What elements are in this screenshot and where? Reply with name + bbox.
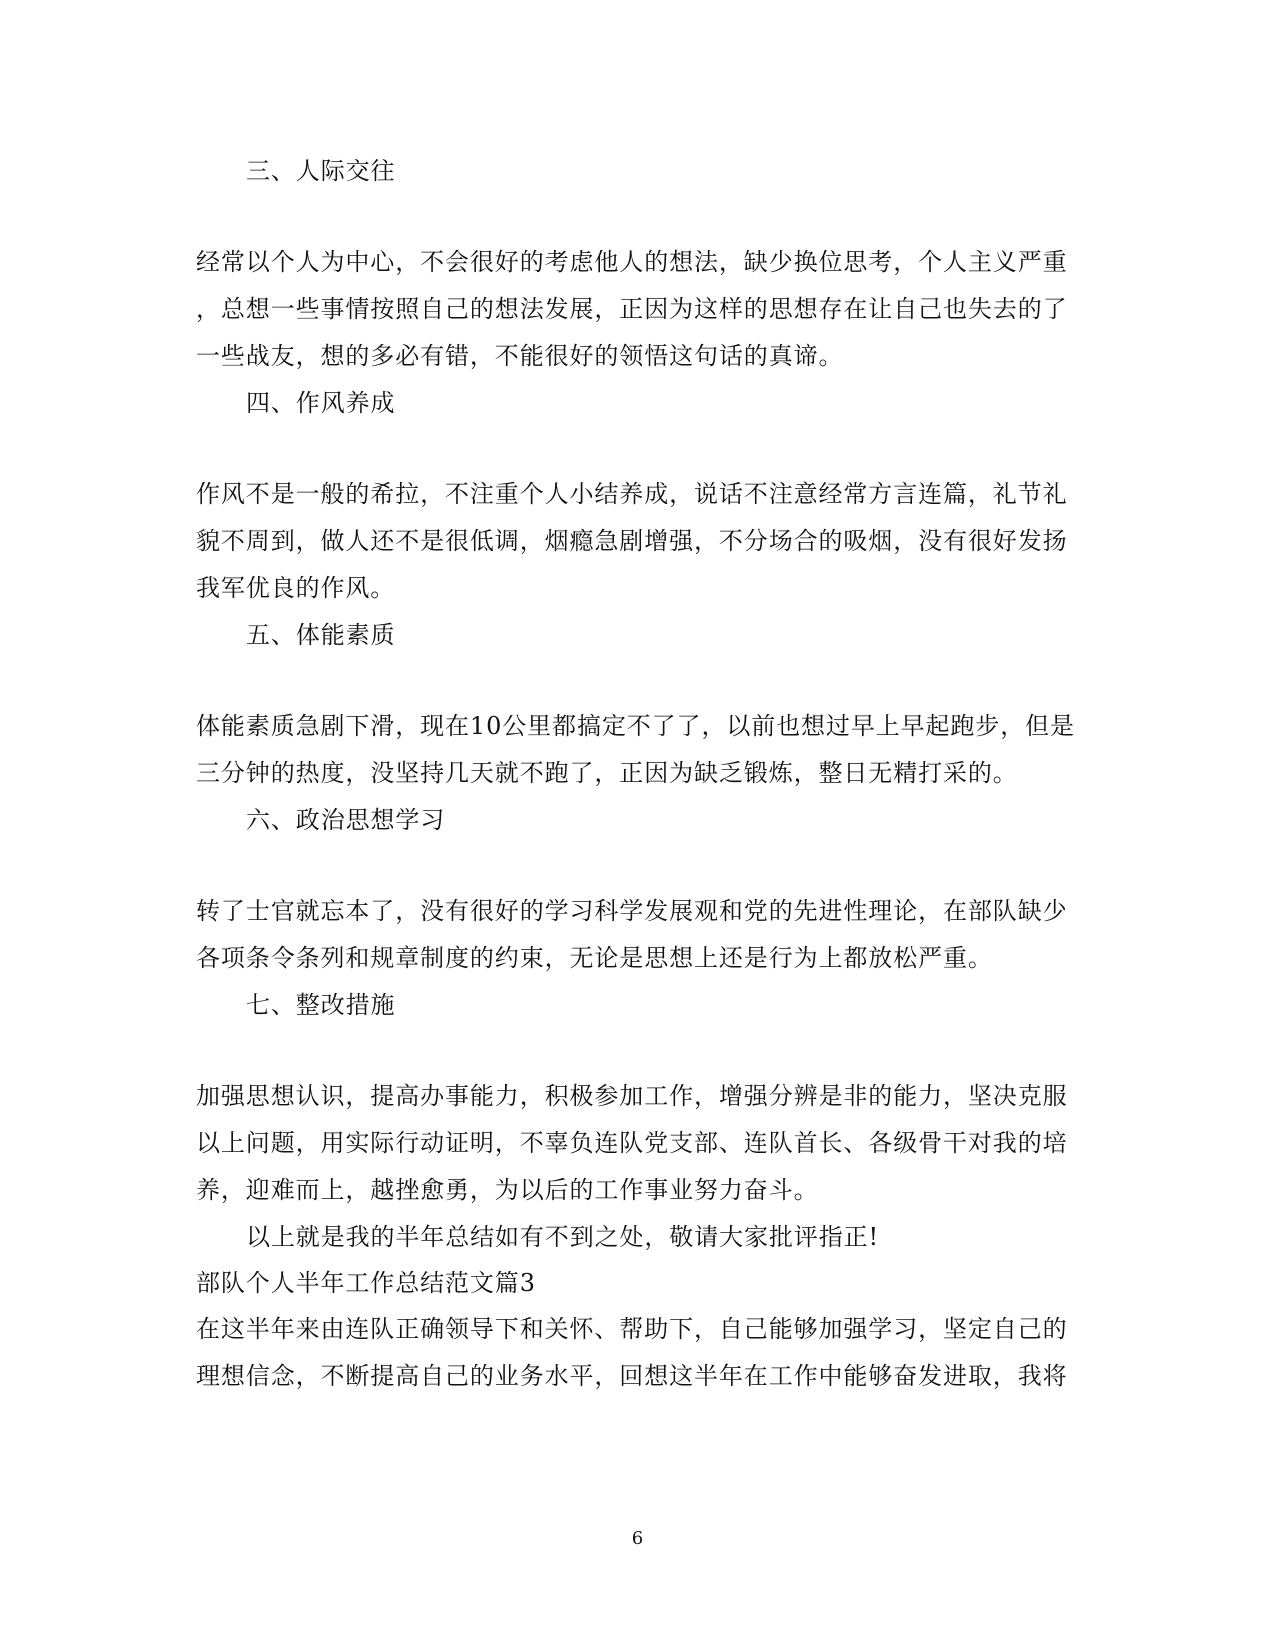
paragraph-line: ，总想一些事情按照自己的想法发展，正因为这样的思想存在让自己也失去的了 (196, 295, 1068, 323)
section-heading-rectification: 七、整改措施 (246, 991, 396, 1019)
paragraph-line: 在这半年来由连队正确领导下和关怀、帮助下，自己能够加强学习，坚定自己的 (196, 1315, 1068, 1343)
paragraph-line: 养，迎难而上，越挫愈勇，为以后的工作事业努力奋斗。 (196, 1176, 819, 1204)
section-heading-political-study: 六、政治思想学习 (246, 806, 446, 834)
paragraph-line: 我军优良的作风。 (196, 574, 396, 602)
paragraph-line: 貌不周到，做人还不是很低调，烟瘾急剧增强，不分场合的吸烟，没有很好发扬 (196, 527, 1068, 555)
paragraph-line: 作风不是一般的希拉，不注重个人小结养成，说话不注意经常方言连篇，礼节礼 (196, 480, 1068, 508)
paragraph-line: 体能素质急剧下滑，现在10公里都搞定不了了，以前也想过早上早起跑步，但是 (196, 712, 1075, 740)
paragraph-line: 理想信念，不断提高自己的业务水平，回想这半年在工作中能够奋发进取，我将 (196, 1362, 1068, 1390)
section-heading-fitness: 五、体能素质 (246, 621, 396, 649)
paragraph-line: 各项条令条列和规章制度的约束，无论是思想上还是行为上都放松严重。 (196, 944, 993, 972)
paragraph-line: 转了士官就忘本了，没有很好的学习科学发展观和党的先进性理论，在部队缺少 (196, 897, 1068, 925)
paragraph-line: 加强思想认识，提高办事能力，积极参加工作，增强分辨是非的能力，坚决克服 (196, 1082, 1068, 1110)
page-number: 6 (631, 1528, 644, 1549)
paragraph-line: 以上问题，用实际行动证明，不辜负连队党支部、连队首长、各级骨干对我的培 (196, 1129, 1068, 1157)
article-title: 部队个人半年工作总结范文篇3 (196, 1269, 536, 1297)
closing-line: 以上就是我的半年总结如有不到之处，敬请大家批评指正! (246, 1223, 880, 1251)
paragraph-line: 三分钟的热度，没坚持几天就不跑了，正因为缺乏锻炼，整日无精打采的。 (196, 759, 1018, 787)
paragraph-line: 一些战友，想的多必有错，不能很好的领悟这句话的真谛。 (196, 342, 844, 370)
section-heading-style: 四、作风养成 (246, 389, 396, 417)
section-heading-interpersonal: 三、人际交往 (246, 157, 396, 185)
paragraph-line: 经常以个人为中心，不会很好的考虑他人的想法，缺少换位思考，个人主义严重 (196, 248, 1068, 276)
